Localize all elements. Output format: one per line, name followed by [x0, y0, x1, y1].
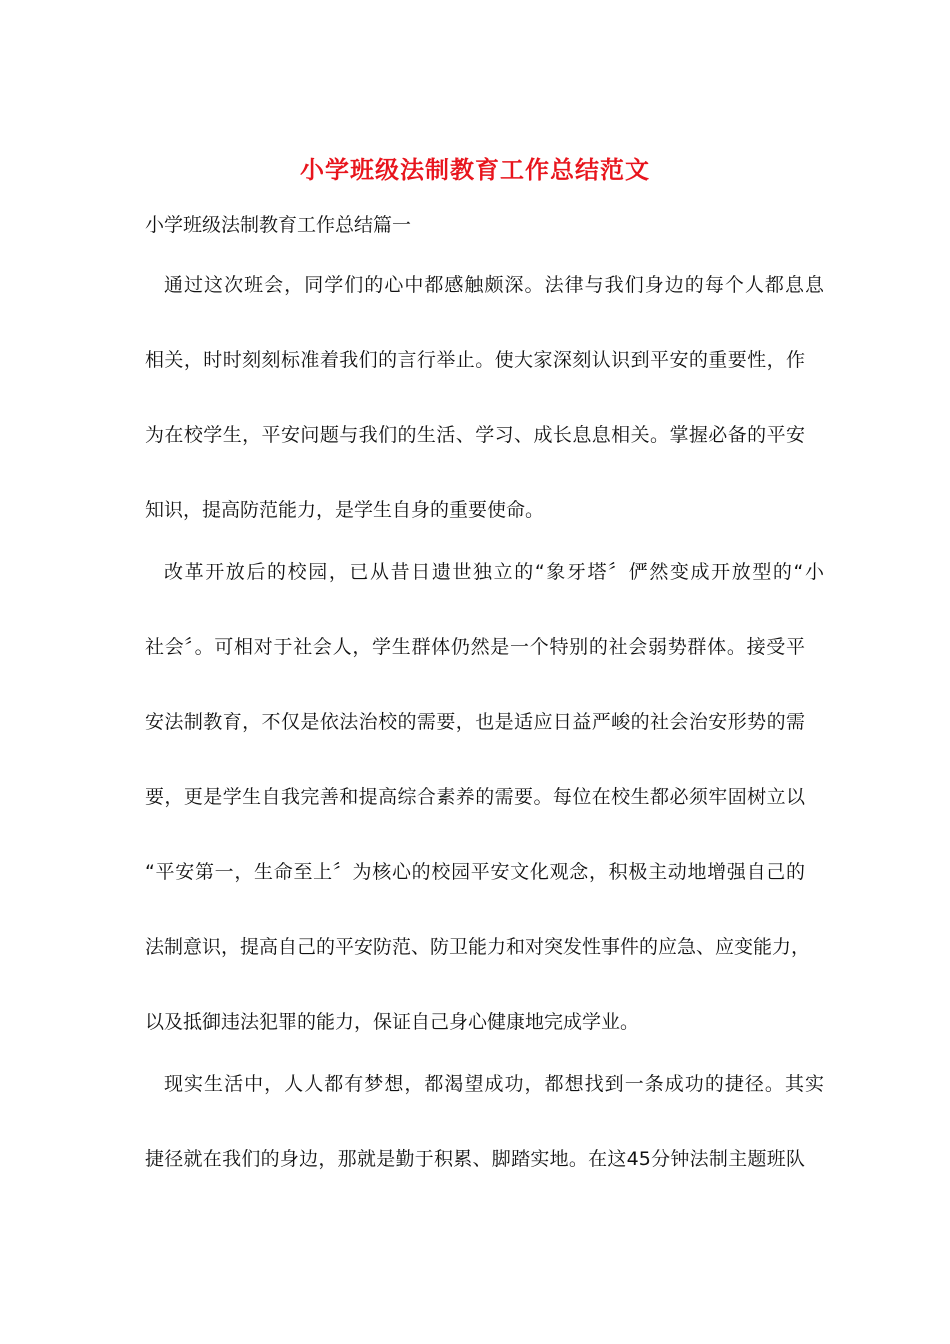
- paragraph-2-line-3: 安法制教育，不仅是依法治校的需要，也是适应日益严峻的社会治安形势的需: [145, 711, 805, 733]
- paragraph-1-line-2: 相关，时时刻刻标准着我们的言行举止。使大家深刻认识到平安的重要性，作: [145, 349, 805, 371]
- paragraph-2-line-7: 以及抵御违法犯罪的能力，保证自己身心健康地完成学业。: [145, 1011, 640, 1033]
- section-heading: 小学班级法制教育工作总结篇一: [145, 214, 412, 236]
- paragraph-2-line-5: “平安第一，生命至上〞为核心的校园平安文化观念，积极主动地增强自己的: [145, 861, 805, 883]
- paragraph-2-line-4: 要，更是学生自我完善和提高综合素养的需要。每位在校生都必须牢固树立以: [145, 786, 805, 808]
- document-title: 小学班级法制教育工作总结范文: [300, 155, 650, 184]
- paragraph-1-line-3: 为在校学生，平安问题与我们的生活、学习、成长息息相关。掌握必备的平安: [145, 424, 805, 446]
- paragraph-1-line-4: 知识，提高防范能力，是学生自身的重要使命。: [145, 499, 545, 521]
- paragraph-2-line-2: 社会〞。可相对于社会人，学生群体仍然是一个特别的社会弱势群体。接受平: [145, 636, 805, 658]
- paragraph-2-line-1: 改革开放后的校园，已从昔日遗世独立的“象牙塔〞俨然变成开放型的“小: [164, 561, 824, 583]
- paragraph-3-line-2: 捷径就在我们的身边，那就是勤于积累、脚踏实地。在这45分钟法制主题班队: [145, 1148, 805, 1170]
- paragraph-3-line-1: 现实生活中，人人都有梦想，都渴望成功，都想找到一条成功的捷径。其实: [164, 1073, 824, 1095]
- paragraph-1-line-1: 通过这次班会，同学们的心中都感触颇深。法律与我们身边的每个人都息息: [164, 274, 824, 296]
- paragraph-2-line-6: 法制意识，提高自己的平安防范、防卫能力和对突发性事件的应急、应变能力，: [145, 936, 811, 958]
